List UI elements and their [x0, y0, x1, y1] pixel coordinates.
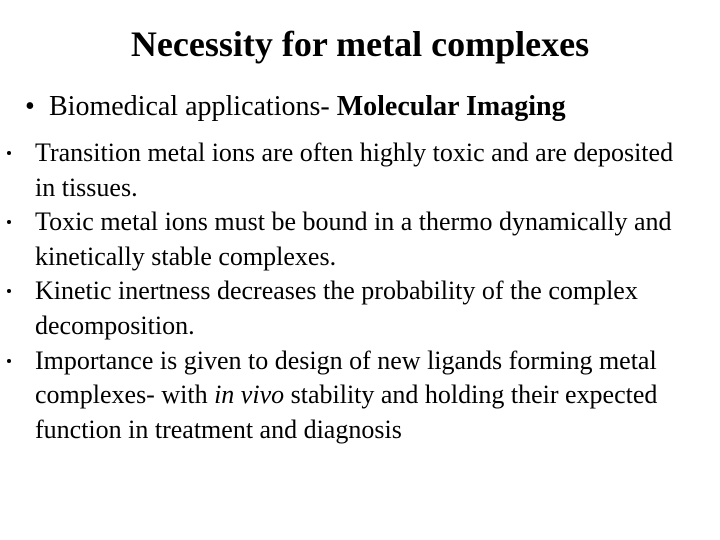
list-item-text: Kinetic inertness decreases the probability of the complex decomposition. [35, 276, 638, 340]
bullet-marker [7, 220, 11, 224]
slide-title: Necessity for metal complexes [130, 24, 590, 64]
list-item-text-after: stability and holding their expected function in treatment and diagnosis [35, 380, 658, 444]
subheading-emphasis: Molecular Imaging [336, 91, 566, 122]
bullet-marker [7, 151, 11, 155]
bullet-marker [7, 359, 11, 363]
bullet-marker [7, 289, 11, 293]
list-item [0, 274, 695, 343]
bullet-list [0, 136, 720, 447]
subheading-bullet: • [25, 91, 35, 122]
list-item [0, 344, 695, 448]
list-item-text-italic: in vivo [214, 380, 285, 410]
subheading [25, 89, 566, 125]
list-item [0, 136, 695, 205]
list-item-text-before: Importance is given to design of new ligands forming metal complexes- with [35, 345, 657, 410]
subheading-prefix: Biomedical applications- [49, 91, 337, 122]
list-item-text: Toxic metal ions must be bound in a thermo dynamically and kinetically stable complexes. [35, 207, 672, 271]
list-item-text: Transition metal ions are often highly toxic and are deposited in tissues. [35, 138, 674, 202]
list-item [0, 205, 695, 274]
